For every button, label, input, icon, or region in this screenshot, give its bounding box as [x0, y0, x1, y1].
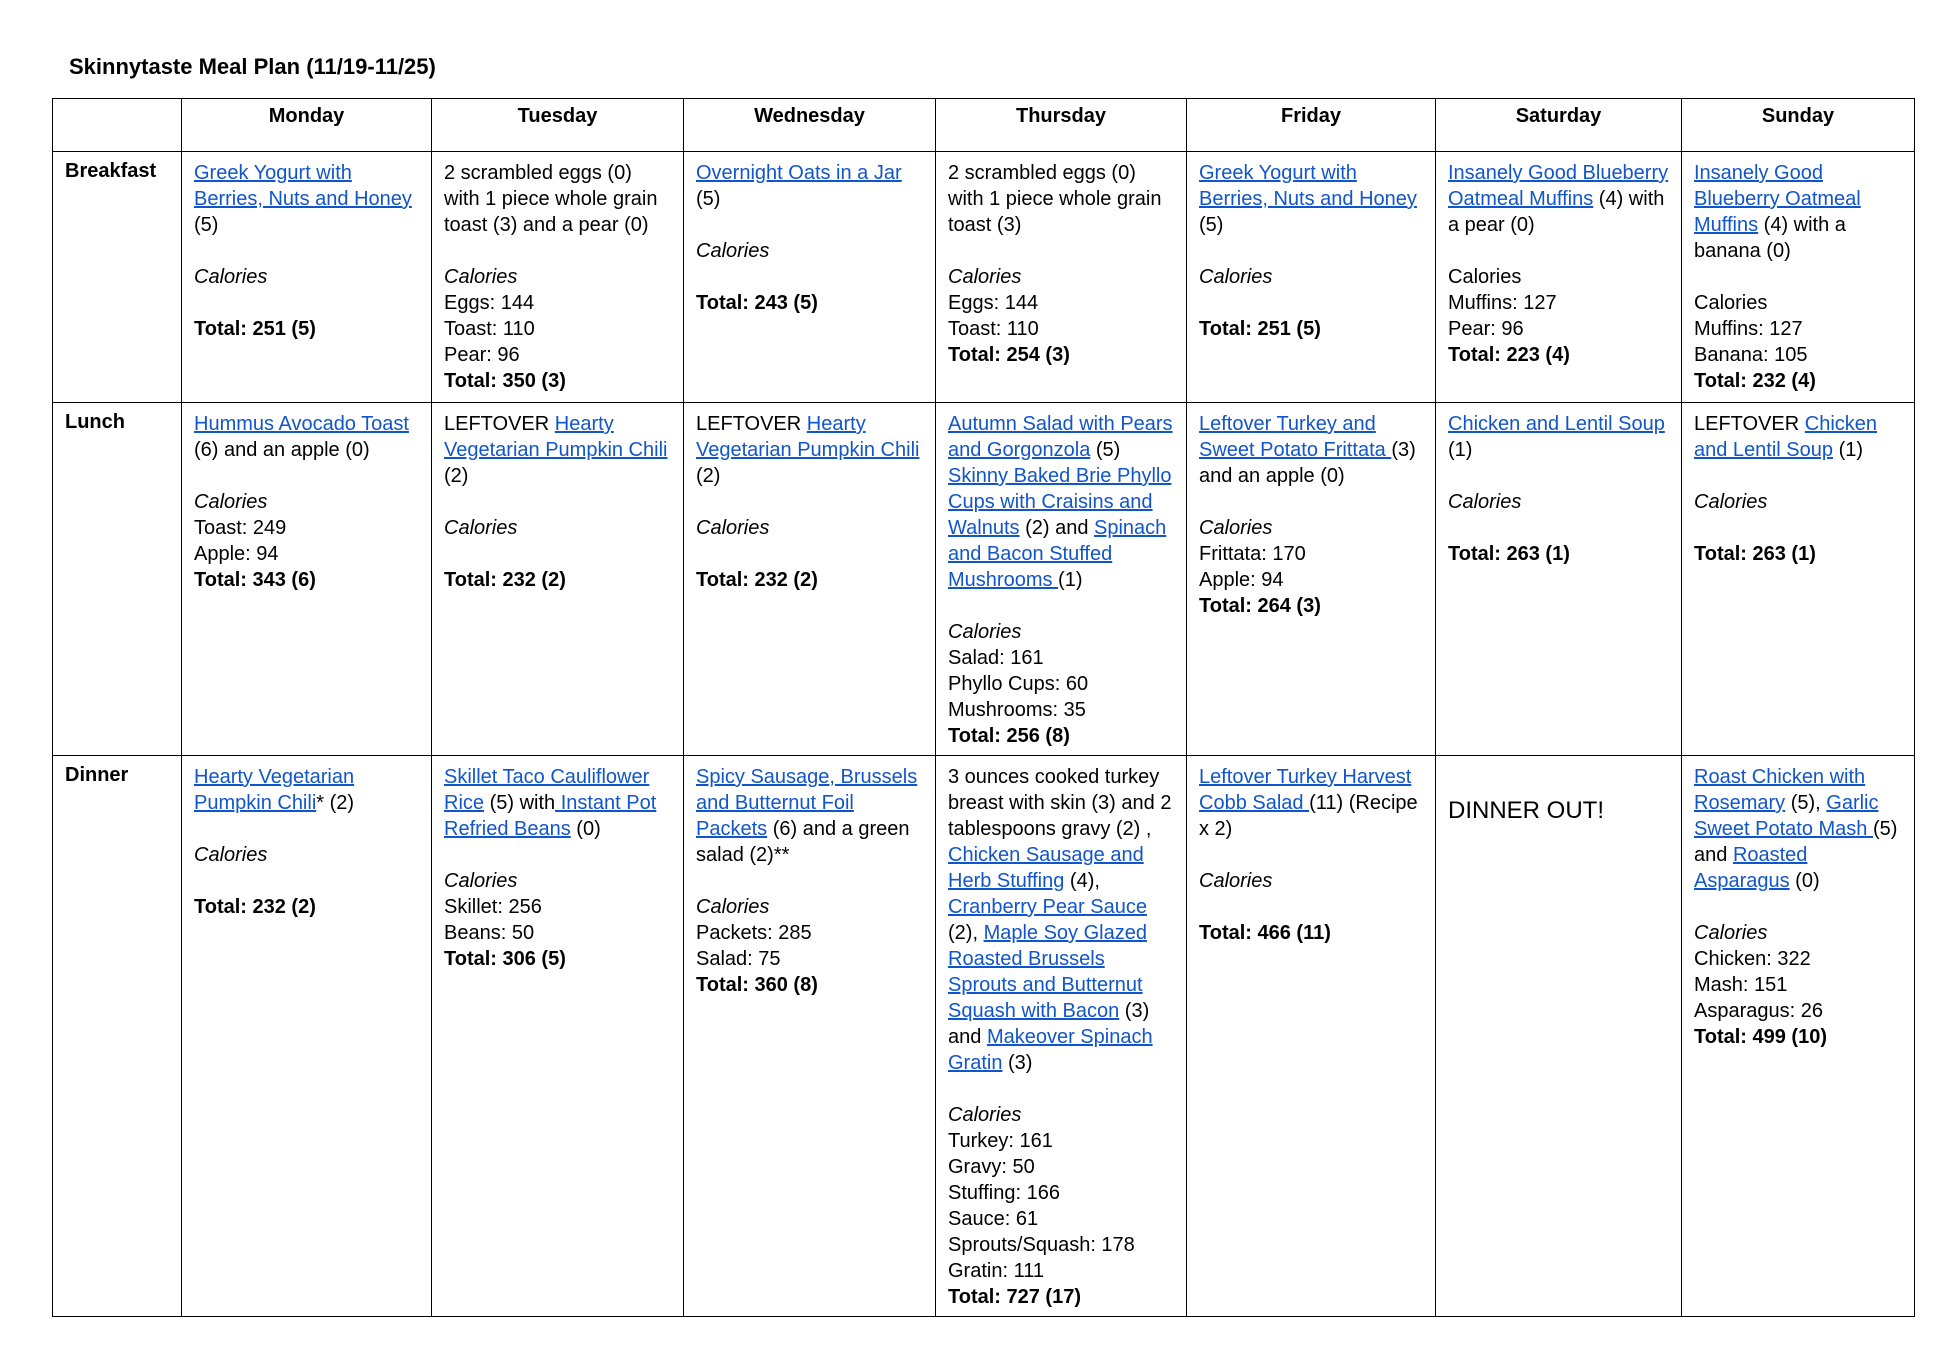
cell-breakfast-tuesday — [432, 152, 684, 403]
serving-text: (6) and an apple (0) — [194, 439, 370, 461]
meal-description — [1199, 160, 1423, 238]
meal-description — [1199, 411, 1423, 489]
meal-description — [696, 764, 923, 868]
meal-description — [696, 411, 923, 489]
calorie-item: Muffins: 127 — [1694, 318, 1803, 340]
calories-total: Total: 343 (6) — [194, 569, 316, 591]
cell-breakfast-saturday — [1436, 152, 1682, 403]
calories-total: Total: 256 (8) — [948, 725, 1070, 747]
recipe-link[interactable]: Makeover Spinach Gratin — [948, 1026, 1153, 1074]
calories-label: Calories — [696, 896, 770, 918]
recipe-link[interactable]: Chicken Sausage and Herb Stuffing — [948, 844, 1144, 892]
leftover-prefix: LEFTOVER — [1694, 413, 1805, 435]
meal-description: 2 scrambled eggs (0) with 1 piece whole grain toast (3) — [948, 162, 1162, 236]
day-header-wednesday: Wednesday — [684, 99, 936, 152]
calories-label: Calories — [444, 870, 518, 892]
recipe-link[interactable]: Overnight Oats in a Jar — [696, 162, 902, 184]
serving-text: (1) — [1448, 439, 1473, 461]
serving-text: (5) — [1090, 439, 1121, 461]
day-header-monday: Monday — [182, 99, 432, 152]
serving-text: (5) with — [484, 792, 556, 814]
serving-text: (5) — [696, 188, 721, 210]
serving-text: * (2) — [316, 792, 355, 814]
calorie-item: Apple: 94 — [194, 543, 279, 565]
cell-lunch-monday — [182, 403, 432, 756]
calories-label: Calories — [444, 266, 518, 288]
recipe-link[interactable]: Insanely Good Blueberry Oatmeal Muffins — [1448, 162, 1669, 210]
serving-text: (2) and — [1019, 517, 1094, 539]
calorie-item: Pear: 96 — [1448, 318, 1524, 340]
calories-total: Total: 243 (5) — [696, 292, 818, 314]
recipe-link[interactable]: Chicken and Lentil Soup — [1448, 413, 1665, 435]
serving-text: (0) — [570, 818, 601, 840]
serving-text: 3 ounces cooked turkey breast with skin (3) and 2 tablespoons gravy (2) , — [948, 766, 1172, 840]
meal-description — [1448, 160, 1669, 238]
meal-description — [696, 160, 923, 212]
recipe-link[interactable]: Greek Yogurt with Berries, Nuts and Honey — [1199, 162, 1417, 210]
cell-dinner-tuesday — [432, 756, 684, 1317]
cell-lunch-sunday — [1682, 403, 1915, 756]
calorie-item: Asparagus: 26 — [1694, 1000, 1823, 1022]
meal-description — [1199, 764, 1423, 842]
calories-total: Total: 466 (11) — [1199, 922, 1331, 944]
day-header-sunday: Sunday — [1682, 99, 1915, 152]
calorie-item: Toast: 110 — [948, 318, 1039, 340]
recipe-link[interactable]: Cranberry Pear Sauce — [948, 896, 1147, 918]
cell-lunch-thursday — [936, 403, 1187, 756]
corner-cell — [53, 99, 182, 152]
calories-label: Calories — [1694, 292, 1768, 314]
calories-label: Calories — [1199, 517, 1273, 539]
meal-row-dinner — [53, 756, 1915, 1317]
serving-text: (2), — [948, 922, 984, 944]
cell-dinner-monday — [182, 756, 432, 1317]
cell-dinner-wednesday — [684, 756, 936, 1317]
serving-text: (3) and — [948, 1000, 1150, 1048]
meal-label-lunch: Lunch — [53, 403, 182, 756]
cell-breakfast-friday — [1187, 152, 1436, 403]
serving-text: (0) — [1789, 870, 1820, 892]
meal-description — [444, 764, 671, 842]
calories-total: Total: 251 (5) — [194, 318, 316, 340]
calories-label: Calories — [948, 266, 1022, 288]
meal-description — [1694, 411, 1902, 463]
cell-breakfast-monday — [182, 152, 432, 403]
calories-total: Total: 232 (2) — [696, 569, 818, 591]
calorie-item: Toast: 110 — [444, 318, 535, 340]
meal-description — [948, 764, 1174, 1076]
day-header-tuesday: Tuesday — [432, 99, 684, 152]
serving-text: (1) — [1833, 439, 1864, 461]
serving-text: (2) — [444, 465, 469, 487]
recipe-link[interactable]: Skillet Taco Cauliflower Rice — [444, 766, 650, 814]
meal-description — [194, 411, 419, 463]
recipe-link[interactable]: Autumn Salad with Pears and Gorgonzola — [948, 413, 1173, 461]
meal-plan-table — [52, 98, 1915, 1317]
meal-row-lunch — [53, 403, 1915, 756]
calories-total: Total: 499 (10) — [1694, 1026, 1827, 1048]
serving-text: (4) with a banana (0) — [1694, 214, 1846, 262]
cell-lunch-tuesday — [432, 403, 684, 756]
recipe-link[interactable]: Insanely Good Blueberry Oatmeal Muffins — [1694, 162, 1861, 236]
recipe-link[interactable]: Skinny Baked Brie Phyllo Cups with Craisins and Walnuts — [948, 465, 1172, 539]
cell-lunch-friday — [1187, 403, 1436, 756]
calorie-item: Gratin: 111 — [948, 1260, 1044, 1282]
recipe-link[interactable]: Greek Yogurt with Berries, Nuts and Honey — [194, 162, 412, 210]
recipe-link[interactable]: Hearty Vegetarian Pumpkin Chili — [194, 766, 355, 814]
calorie-item: Pear: 96 — [444, 344, 520, 366]
calorie-item: Salad: 161 — [948, 647, 1044, 669]
calories-label: Calories — [1694, 922, 1768, 944]
cell-breakfast-sunday — [1682, 152, 1915, 403]
calorie-item: Apple: 94 — [1199, 569, 1284, 591]
calorie-item: Skillet: 256 — [444, 896, 542, 918]
serving-text: (5), — [1785, 792, 1827, 814]
day-header-thursday: Thursday — [936, 99, 1187, 152]
meal-label-breakfast: Breakfast — [53, 152, 182, 403]
recipe-link[interactable]: Hearty Vegetarian Pumpkin Chili — [696, 413, 920, 461]
header-row — [53, 99, 1915, 152]
serving-text: (3) and an apple (0) — [1199, 439, 1416, 487]
calories-total: Total: 263 (1) — [1694, 543, 1816, 565]
calories-label: Calories — [1199, 266, 1273, 288]
calories-total: Total: 727 (17) — [948, 1286, 1081, 1308]
calories-total: Total: 254 (3) — [948, 344, 1070, 366]
calories-label: Calories — [194, 266, 268, 288]
recipe-link[interactable]: Roast Chicken with Rosemary — [1694, 766, 1866, 814]
recipe-link[interactable]: Leftover Turkey and Sweet Potato Frittata — [1199, 413, 1392, 461]
calories-label: Calories — [444, 517, 518, 539]
calories-label: Calories — [948, 621, 1022, 643]
day-header-friday: Friday — [1187, 99, 1436, 152]
serving-text: (5) — [1199, 214, 1224, 236]
serving-text: (6) and a green salad (2)** — [696, 818, 910, 866]
calorie-item: Turkey: 161 — [948, 1130, 1053, 1152]
leftover-prefix: LEFTOVER — [696, 413, 807, 435]
calories-total: Total: 232 (4) — [1694, 370, 1816, 392]
calorie-item: Toast: 249 — [194, 517, 287, 539]
meal-description — [1694, 160, 1902, 264]
recipe-link[interactable]: Maple Soy Glazed Roasted Brussels Sprouts and Butternut Squash with Bacon — [948, 922, 1147, 1022]
calorie-item: Beans: 50 — [444, 922, 535, 944]
calories-total: Total: 251 (5) — [1199, 318, 1321, 340]
calorie-item: Eggs: 144 — [444, 292, 535, 314]
calories-total: Total: 264 (3) — [1199, 595, 1321, 617]
recipe-link[interactable]: Spicy Sausage, Brussels and Butternut Foil Packets — [696, 766, 918, 840]
calories-total: Total: 263 (1) — [1448, 543, 1570, 565]
calories-label: Calories — [194, 844, 268, 866]
cell-dinner-thursday — [936, 756, 1187, 1317]
serving-text: (11) (Recipe x 2) — [1199, 792, 1418, 840]
calories-label: Calories — [1199, 870, 1273, 892]
meal-description — [948, 411, 1174, 593]
calories-label: Calories — [194, 491, 268, 513]
serving-text: (4), — [1064, 870, 1100, 892]
calories-label: Calories — [1448, 266, 1522, 288]
calories-total: Total: 232 (2) — [444, 569, 566, 591]
cell-breakfast-thursday — [936, 152, 1187, 403]
recipe-link[interactable]: Hearty Vegetarian Pumpkin Chili — [444, 413, 668, 461]
serving-text: (3) — [1002, 1052, 1033, 1074]
calorie-item: Mushrooms: 35 — [948, 699, 1086, 721]
calorie-item: Stuffing: 166 — [948, 1182, 1060, 1204]
serving-text: (5) — [194, 214, 219, 236]
calorie-item: Phyllo Cups: 60 — [948, 673, 1089, 695]
leftover-prefix: LEFTOVER — [444, 413, 555, 435]
calories-total: Total: 306 (5) — [444, 948, 566, 970]
day-header-saturday: Saturday — [1436, 99, 1682, 152]
meal-description: 2 scrambled eggs (0) with 1 piece whole grain toast (3) and a pear (0) — [444, 162, 658, 236]
calorie-item: Sauce: 61 — [948, 1208, 1039, 1230]
calorie-item: Mash: 151 — [1694, 974, 1788, 996]
cell-lunch-saturday — [1436, 403, 1682, 756]
dinner-out-text: DINNER OUT! — [1448, 797, 1604, 824]
calories-total: Total: 360 (8) — [696, 974, 818, 996]
cell-lunch-wednesday — [684, 403, 936, 756]
calorie-item: Banana: 105 — [1694, 344, 1808, 366]
cell-dinner-friday — [1187, 756, 1436, 1317]
calories-total: Total: 232 (2) — [194, 896, 316, 918]
calorie-item: Muffins: 127 — [1448, 292, 1557, 314]
cell-dinner-saturday — [1436, 756, 1682, 1317]
calorie-item: Salad: 75 — [696, 948, 781, 970]
serving-text: (2) — [696, 465, 721, 487]
calories-label: Calories — [1694, 491, 1768, 513]
page-title: Skinnytaste Meal Plan (11/19-11/25) — [69, 54, 436, 79]
calories-label: Calories — [948, 1104, 1022, 1126]
recipe-link[interactable]: Spinach and Bacon Stuffed Mushrooms — [948, 517, 1167, 591]
calorie-item: Gravy: 50 — [948, 1156, 1035, 1178]
meal-row-breakfast — [53, 152, 1915, 403]
recipe-link[interactable]: Leftover Turkey Harvest Cobb Salad — [1199, 766, 1412, 814]
recipe-link[interactable]: Roasted Asparagus — [1694, 844, 1808, 892]
calories-label: Calories — [1448, 491, 1522, 513]
meal-description — [444, 411, 671, 489]
calories-total: Total: 223 (4) — [1448, 344, 1570, 366]
serving-text: (1) — [1058, 569, 1083, 591]
serving-text: (4) with a pear (0) — [1448, 188, 1665, 236]
meal-description — [194, 764, 419, 816]
calorie-item: Chicken: 322 — [1694, 948, 1811, 970]
calories-label: Calories — [696, 240, 770, 262]
serving-text: (5) and — [1694, 818, 1898, 866]
recipe-link[interactable]: Chicken and Lentil Soup — [1694, 413, 1878, 461]
calorie-item: Frittata: 170 — [1199, 543, 1306, 565]
recipe-link[interactable]: Hummus Avocado Toast — [194, 413, 409, 435]
calorie-item: Packets: 285 — [696, 922, 812, 944]
cell-breakfast-wednesday — [684, 152, 936, 403]
calories-total: Total: 350 (3) — [444, 370, 566, 392]
recipe-link[interactable]: Garlic Sweet Potato Mash — [1694, 792, 1879, 840]
meal-description — [194, 160, 419, 238]
meal-description — [1448, 411, 1669, 463]
cell-dinner-sunday — [1682, 756, 1915, 1317]
meal-label-dinner: Dinner — [53, 756, 182, 1317]
calorie-item: Eggs: 144 — [948, 292, 1039, 314]
meal-description — [1694, 764, 1902, 894]
calories-label: Calories — [696, 517, 770, 539]
calorie-item: Sprouts/Squash: 178 — [948, 1234, 1135, 1256]
recipe-link[interactable]: Instant Pot Refried Beans — [444, 792, 657, 840]
